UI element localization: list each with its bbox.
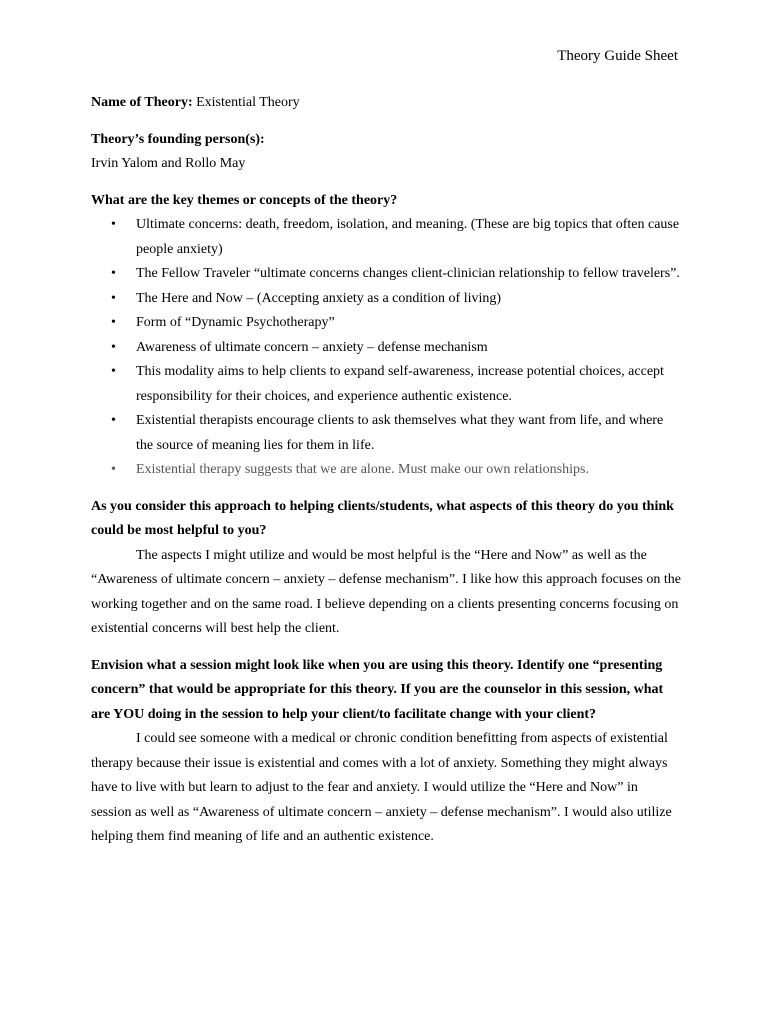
page-header-title: Theory Guide Sheet bbox=[557, 48, 678, 64]
founders-value: Irvin Yalom and Rollo May bbox=[91, 156, 246, 171]
bullet-icon: • bbox=[111, 290, 116, 306]
theory-name-field bbox=[91, 91, 681, 116]
theme-item-text: Existential therapy suggests that we are alone. Must make our own relationships. bbox=[136, 462, 589, 477]
session-answer: I could see someone with a medical or chronic condition benefitting from aspects of existential therapy because their issue is existential and comes with a lot of anxiety. Something they might always have to live with but learn to adjust to the fear and anxiety. I would utilize the “Here and Now” in session as well as “Awareness of ultimate concern – anxiety – defense mechanism”. I would also utilize helping them find meaning of life and an authentic existence. bbox=[91, 731, 672, 844]
founders-label: Theory’s founding person(s): bbox=[91, 131, 265, 147]
theme-item-text: Form of “Dynamic Psychotherapy” bbox=[136, 315, 335, 330]
theme-item bbox=[91, 213, 681, 262]
bullet-icon: • bbox=[111, 413, 116, 428]
theory-name-label: Name of Theory: bbox=[91, 95, 193, 110]
theme-item-text: The Here and Now – (Accepting anxiety as a condition of living) bbox=[136, 290, 502, 306]
bullet-icon: • bbox=[111, 217, 116, 232]
theme-item-text: This modality aims to help clients to expand self-awareness, increase potential choices, accept responsibility for their choices, and experience authentic existence. bbox=[136, 364, 664, 404]
bullet-icon: • bbox=[111, 339, 116, 355]
theme-item-text: Ultimate concerns: death, freedom, isolation, and meaning. (These are big topics that often cause people anxiety) bbox=[136, 217, 680, 257]
document-body bbox=[91, 91, 681, 862]
themes-question: What are the key themes or concepts of the theory? bbox=[91, 192, 398, 208]
theme-item-text: The Fellow Traveler “ultimate concerns changes client-clinician relationship to fellow travelers”. bbox=[136, 266, 680, 281]
helpful-answer: The aspects I might utilize and would be most helpful is the “Here and Now” as well as the “Awareness of ultimate concern – anxiety – defense mechanism”. I like how this approach focuses on the working together and on the same road. I believe depending on a clients presenting concerns focusing on existential concerns will best help the client. bbox=[91, 547, 682, 636]
theme-item bbox=[91, 287, 681, 312]
session-question: Envision what a session might look like when you are using this theory. Identify one “presenting concern” that would be appropriate for this theory. If you are the counselor in this session, what are YOU doing in the session to help your client/to facilitate change with your client? bbox=[91, 657, 664, 722]
bullet-icon: • bbox=[111, 315, 116, 330]
bullet-icon: • bbox=[111, 364, 116, 379]
founders-field bbox=[91, 128, 681, 177]
bullet-icon: • bbox=[111, 462, 116, 477]
theory-name-value: Existential Theory bbox=[192, 95, 300, 110]
theme-item-text: Existential therapists encourage clients to ask themselves what they want from life, and where the source of meaning lies for them in life. bbox=[136, 413, 664, 453]
themes-list bbox=[91, 213, 681, 483]
theme-item bbox=[91, 458, 681, 483]
theme-item bbox=[91, 360, 681, 409]
bullet-icon: • bbox=[111, 266, 116, 281]
theme-item bbox=[91, 262, 681, 287]
theme-item bbox=[91, 311, 681, 336]
theme-item bbox=[91, 409, 681, 458]
helpful-question: As you consider this approach to helping clients/students, what aspects of this theory do you think could be most helpful to you? bbox=[91, 498, 674, 538]
theme-item-text: Awareness of ultimate concern – anxiety – defense mechanism bbox=[136, 339, 488, 355]
theme-item bbox=[91, 336, 681, 361]
